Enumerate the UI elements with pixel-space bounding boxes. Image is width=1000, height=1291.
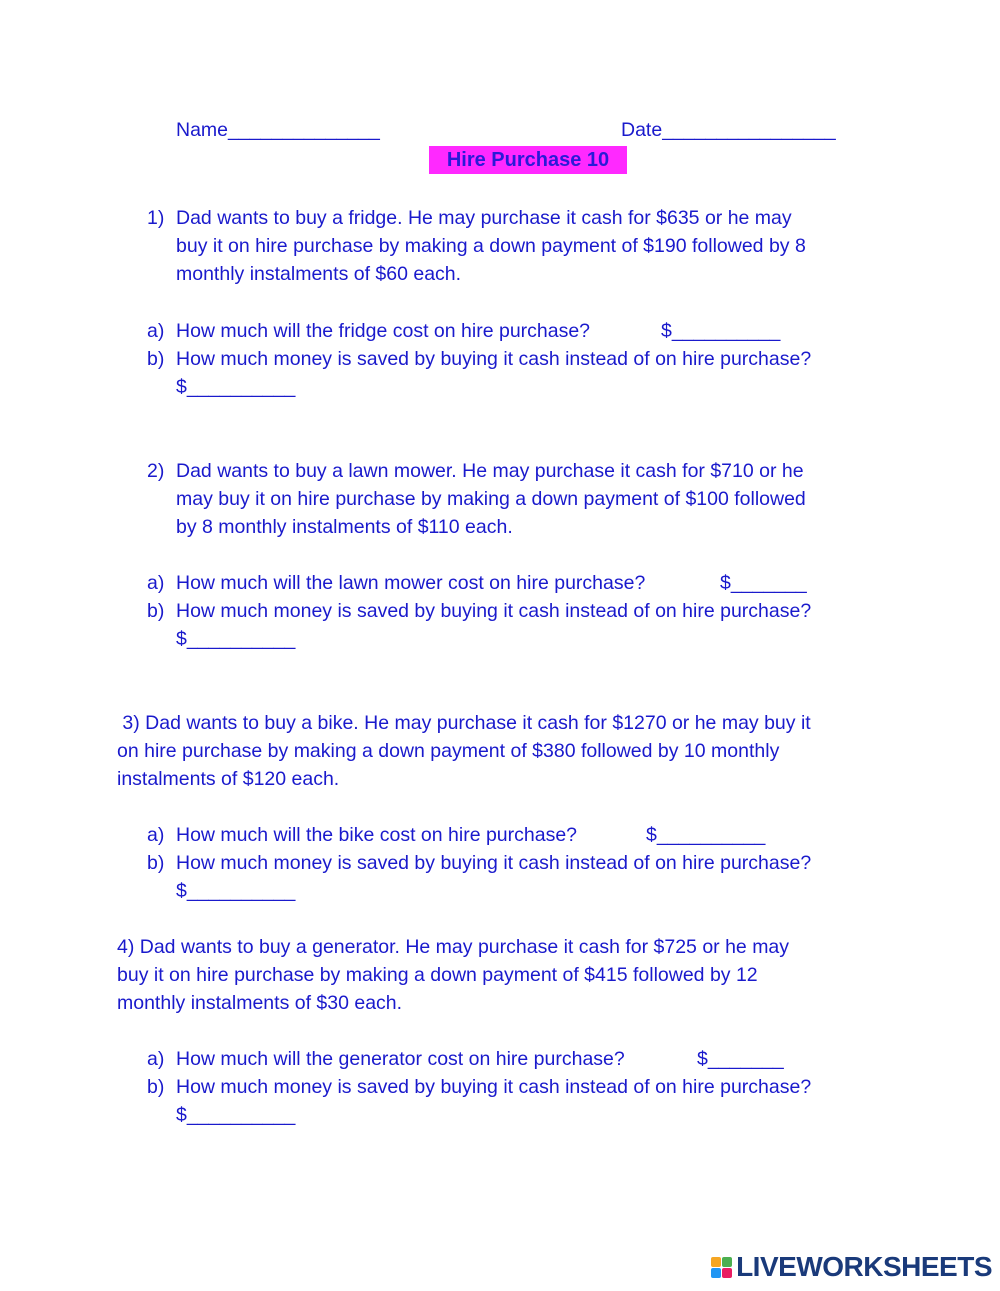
q2-number: 2) (147, 460, 165, 482)
q1a-answer-blank[interactable]: $__________ (661, 320, 781, 342)
q1a-text: How much will the fridge cost on hire purchase? (176, 320, 591, 342)
q3b-label: b) (147, 852, 165, 874)
logo-text: LIVEWORKSHEETS (736, 1251, 992, 1282)
q3b-text: How much money is saved by buying it cash instead of on hire purchase? (176, 852, 812, 874)
q1-line-2: buy it on hire purchase by making a down payment of $190 followed by 8 (176, 235, 806, 257)
q4-line-2: buy it on hire purchase by making a down payment of $415 followed by 12 (117, 964, 758, 986)
q2a-answer-blank[interactable]: $_______ (720, 572, 807, 594)
q4a-label: a) (147, 1048, 165, 1070)
q2a-text: How much will the lawn mower cost on hire purchase? (176, 572, 646, 594)
q4-line-1: 4) Dad wants to buy a generator. He may purchase it cash for $725 or he may (117, 936, 790, 958)
q1-number: 1) (147, 207, 165, 229)
date-field[interactable]: Date________________ (621, 119, 836, 141)
name-field[interactable]: Name______________ (176, 119, 380, 141)
q4b-text: How much money is saved by buying it cash instead of on hire purchase? (176, 1076, 812, 1098)
q2b-answer-blank[interactable]: $__________ (176, 628, 296, 650)
q3-line-2: on hire purchase by making a down payment of $380 followed by 10 monthly (117, 740, 780, 762)
q4b-label: b) (147, 1076, 165, 1098)
q1-line-1: Dad wants to buy a fridge. He may purchase it cash for $635 or he may (176, 207, 792, 229)
logo-blocks-icon (711, 1257, 732, 1278)
q2-line-2: may buy it on hire purchase by making a down payment of $100 followed (176, 488, 806, 510)
q1b-answer-blank[interactable]: $__________ (176, 376, 296, 398)
q1b-label: b) (147, 348, 165, 370)
q3a-label: a) (147, 824, 165, 846)
q2-line-1: Dad wants to buy a lawn mower. He may purchase it cash for $710 or he (176, 460, 804, 482)
q3-line-1: 3) Dad wants to buy a bike. He may purchase it cash for $1270 or he may buy it (117, 712, 811, 734)
q2-line-3: by 8 monthly instalments of $110 each. (176, 516, 513, 538)
q3b-answer-blank[interactable]: $__________ (176, 880, 296, 902)
q1b-text: How much money is saved by buying it cash instead of on hire purchase? (176, 348, 812, 370)
q4-line-3: monthly instalments of $30 each. (117, 992, 403, 1014)
q2a-label: a) (147, 572, 165, 594)
worksheet-title: Hire Purchase 10 (429, 146, 627, 174)
q2b-text: How much money is saved by buying it cash instead of on hire purchase? (176, 600, 812, 622)
q3a-text: How much will the bike cost on hire purchase? (176, 824, 578, 846)
q1a-label: a) (147, 320, 165, 342)
q4a-text: How much will the generator cost on hire purchase? (176, 1048, 625, 1070)
liveworksheets-logo (711, 1251, 992, 1283)
q4a-answer-blank[interactable]: $_______ (697, 1048, 784, 1070)
q3-line-3: instalments of $120 each. (117, 768, 340, 790)
q3a-answer-blank[interactable]: $__________ (646, 824, 766, 846)
q4b-answer-blank[interactable]: $__________ (176, 1104, 296, 1126)
q2b-label: b) (147, 600, 165, 622)
q1-line-3: monthly instalments of $60 each. (176, 263, 462, 285)
